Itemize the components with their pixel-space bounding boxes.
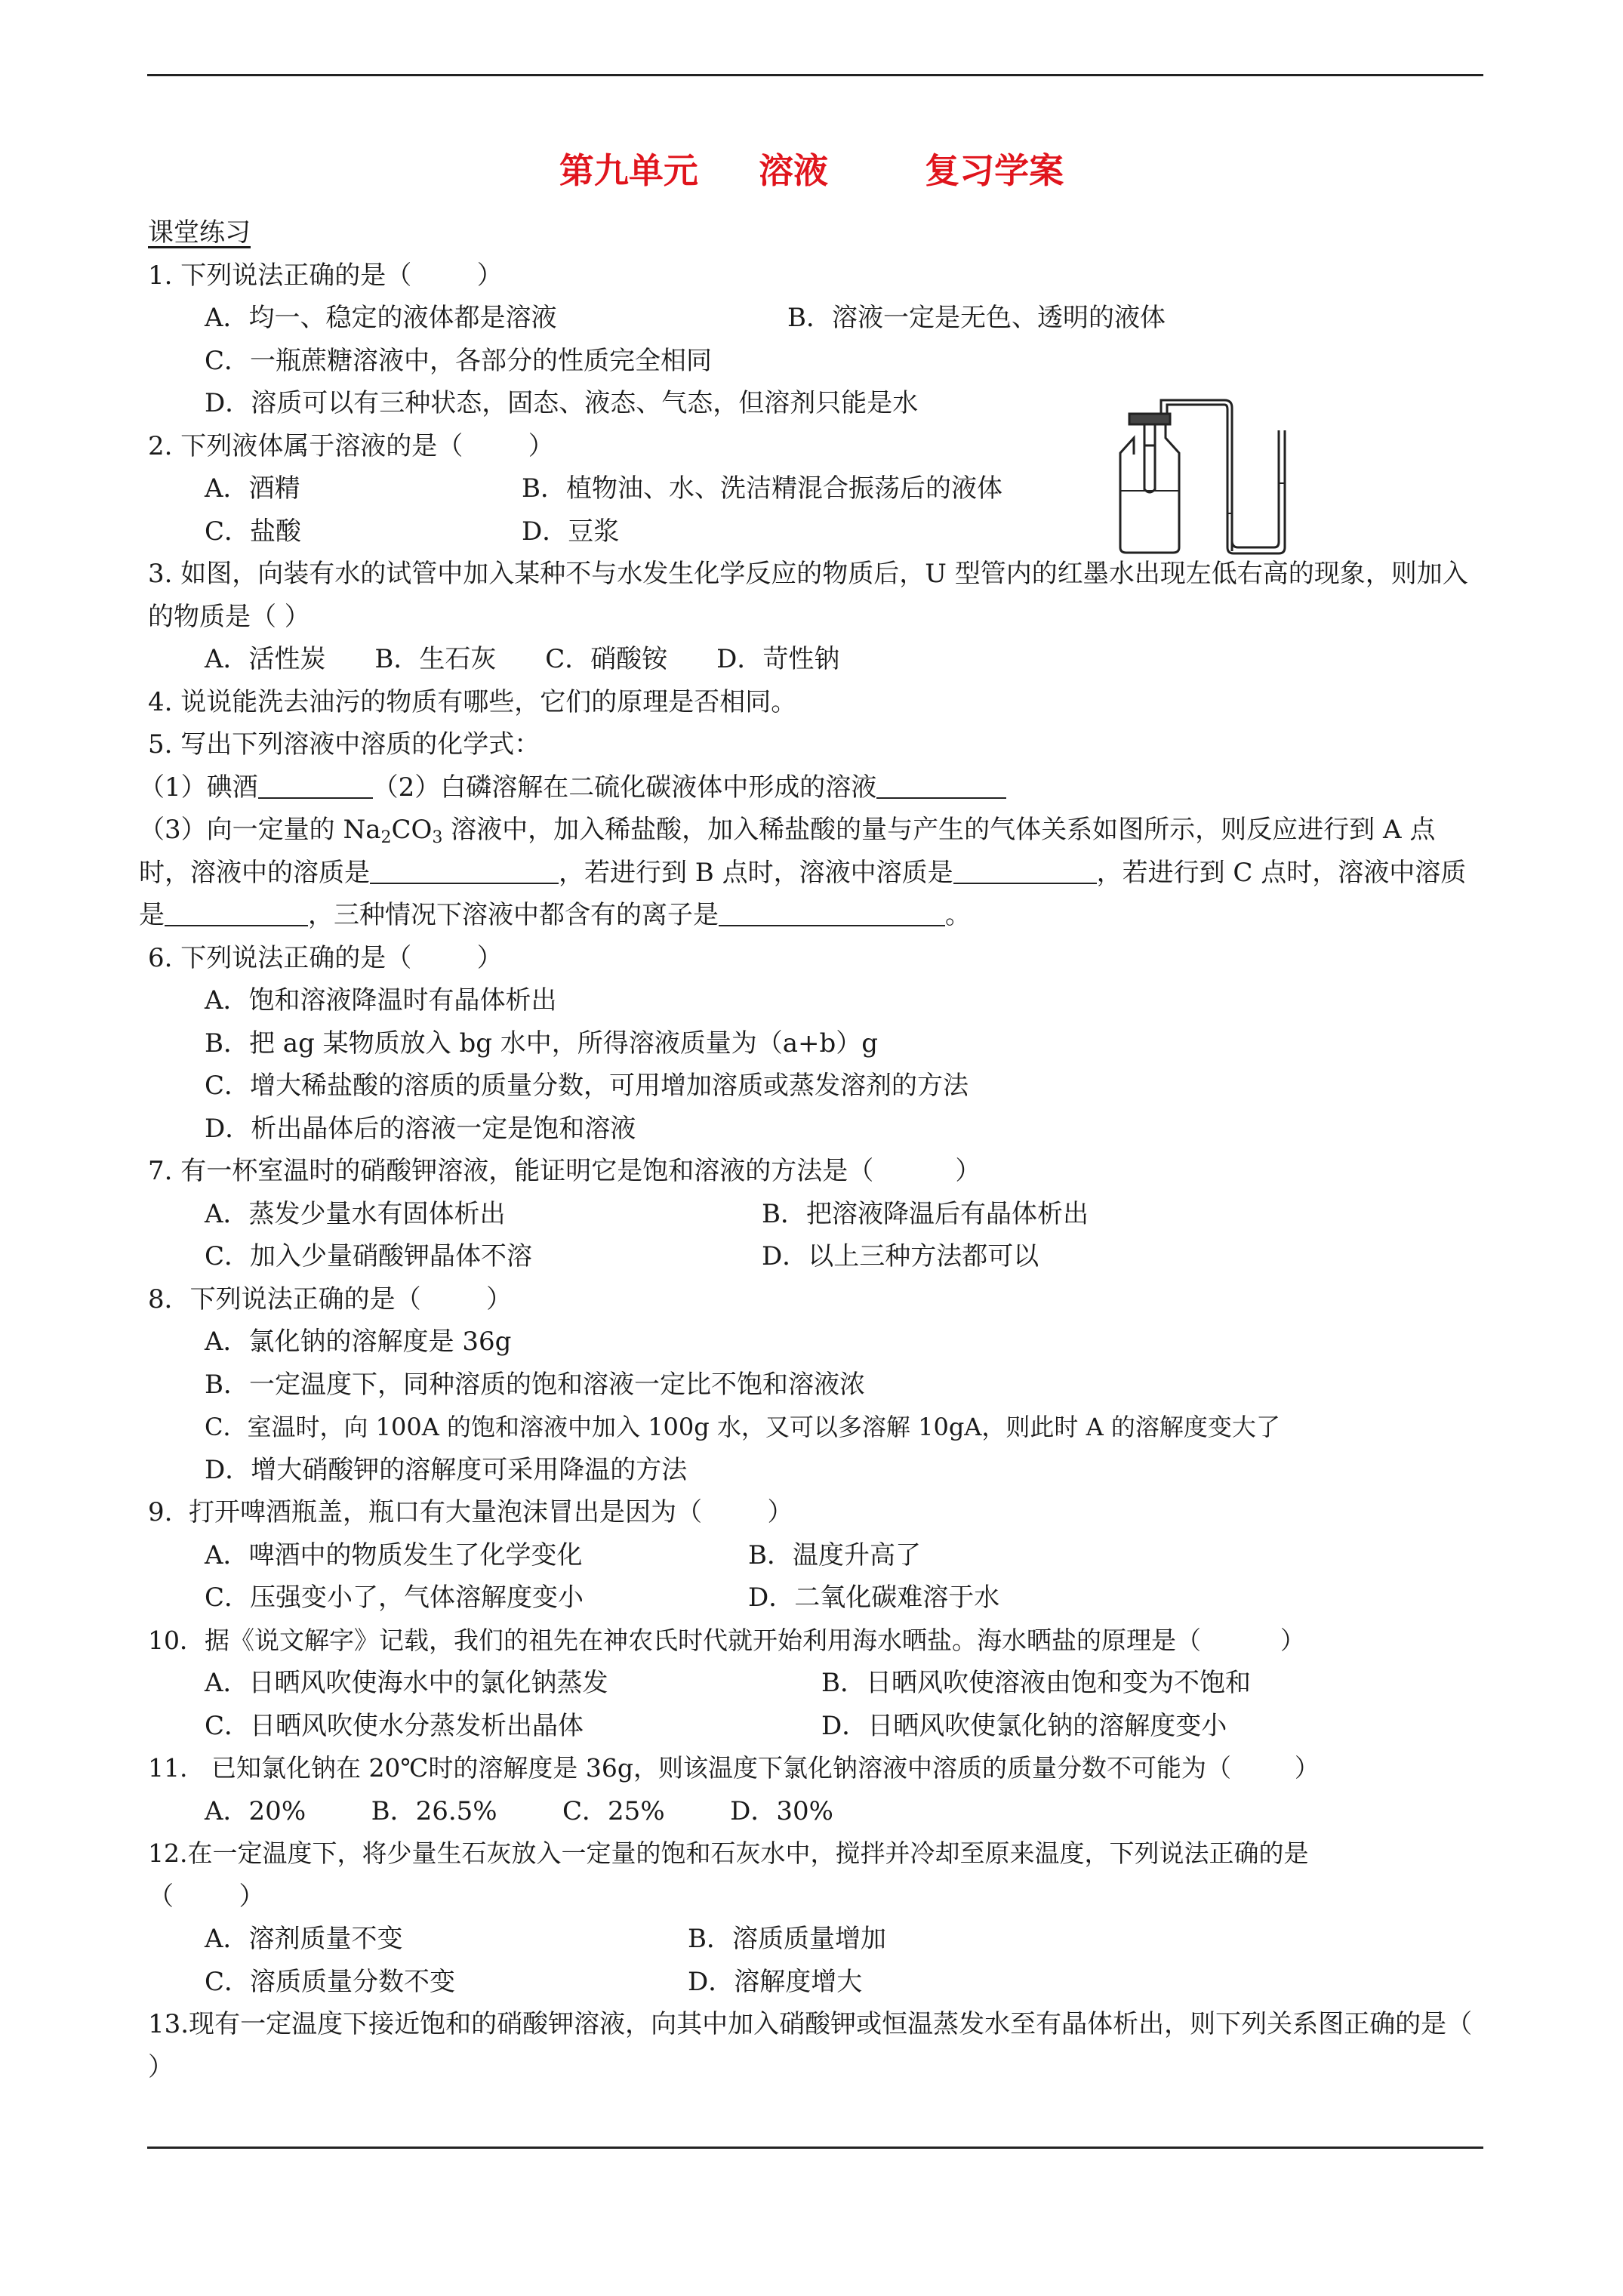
question-7-options-cd <box>148 1235 1486 1278</box>
question-5-part-1-2: （1）碘酒 （2）白磷溶解在二硫化碳液体中形成的溶液 <box>148 766 1486 809</box>
question-5-part-3: （3）向一定量的 $Na_2CO_3$ 溶液中，加入稀盐酸，加入稀盐酸的量与产生的气体关系如图所示，则反应进行到 A 点时，溶液中的溶质是 ，若进行到 B 点时，溶液中溶质是 ，若进行到 C 点时，溶液中溶质是 ，三种情况下溶液中都含有的离子是 。 <box>139 815 1467 930</box>
answer-blank[interactable] <box>258 772 373 799</box>
question-9-options-ab <box>148 1534 1486 1577</box>
answer-blank[interactable] <box>876 772 1006 799</box>
option-a: A．氯化钠的溶解度是 36g <box>205 1327 512 1357</box>
question-1-stem: 1. 下列说法正确的是（ ） <box>148 260 503 291</box>
answer-blank[interactable] <box>165 899 308 926</box>
option-d: D．二氧化碳难溶于水 <box>748 1583 1000 1613</box>
option-b: B．把溶液降温后有晶体析出 <box>762 1198 1089 1229</box>
question-3-stem: 3. 如图，向装有水的试管中加入某种不与水发生化学反应的物质后，U 型管内的红墨水出现左低右高的现象，则加入的物质是（ ） <box>148 559 1468 632</box>
footer-rule <box>147 2147 1483 2149</box>
header-rule <box>147 74 1483 76</box>
question-1-options-ab <box>148 297 1486 340</box>
option-c: C．增大稀盐酸的溶质的质量分数，可用增加溶质或蒸发溶剂的方法 <box>205 1071 969 1101</box>
option-c: C．日晒风吹使水分蒸发析出晶体 <box>205 1710 584 1741</box>
question-6-stem: 6. 下列说法正确的是（ ） <box>148 942 503 973</box>
question-10-options-ab <box>148 1662 1486 1705</box>
option-b: B．把 ag 某物质放入 bg 水中，所得溶液质量为（a+b）g <box>205 1028 879 1059</box>
option-a: A．啤酒中的物质发生了化学变化 <box>205 1539 583 1570</box>
question-11-stem: 11. 已知氯化钠在 20℃时的溶解度是 36g，则该温度下氯化钠溶液中溶质的质量分数不可能为（ ） <box>148 1753 1320 1783</box>
question-3-options: A．活性炭 B．生石灰 C．硝酸铵 D．苛性钠 <box>205 644 840 674</box>
option-d: D．日晒风吹使氯化钠的溶解度变小 <box>821 1710 1227 1741</box>
question-12-options-ab <box>148 1918 1486 1961</box>
question-9-options-cd <box>148 1576 1486 1620</box>
question-9-stem: 9. 打开啤酒瓶盖，瓶口有大量泡沫冒出是因为（ ） <box>148 1497 793 1527</box>
page-title: 第九单元 溶液 复习学案 <box>559 150 1064 191</box>
answer-blank[interactable] <box>719 899 945 926</box>
option-c: C．溶质质量分数不变 <box>205 1966 456 1997</box>
question-4-stem: 4. 说说能洗去油污的物质有哪些，它们的原理是否相同。 <box>148 686 797 717</box>
option-a: A．蒸发少量水有固体析出 <box>205 1198 506 1229</box>
option-c: C．压强变小了，气体溶解度变小 <box>205 1583 584 1613</box>
question-12-stem: 12.在一定温度下，将少量生石灰放入一定量的饱和石灰水中，搅拌并冷却至原来温度，下列说法正确的是 <box>148 1838 1309 1868</box>
option-b: B．溶液一定是无色、透明的液体 <box>787 303 1166 333</box>
question-7-stem: 7. 有一杯室温时的硝酸钾溶液，能证明它是饱和溶液的方法是（ ） <box>148 1156 981 1186</box>
section-heading: 课堂练习 <box>148 217 251 248</box>
answer-blank[interactable] <box>953 857 1097 884</box>
u-tube-apparatus-figure <box>1104 393 1289 555</box>
option-c: C．盐酸 <box>205 516 302 547</box>
question-10-options-cd <box>148 1705 1486 1748</box>
option-b: B．温度升高了 <box>748 1539 921 1570</box>
option-d: D．以上三种方法都可以 <box>762 1241 1039 1271</box>
option-d: D．增大硝酸钾的溶解度可采用降温的方法 <box>205 1454 688 1485</box>
option-a: A．饱和溶液降温时有晶体析出 <box>205 985 557 1015</box>
option-d: D．溶质可以有三种状态，固态、液态、气态，但溶剂只能是水 <box>205 388 919 418</box>
question-10-stem: 10．据《说文解字》记载，我们的祖先在神农氏时代就开始利用海水晒盐。海水晒盐的原理是（ ） <box>148 1625 1305 1655</box>
option-c: C．室温时，向 100A 的饱和溶液中加入 100g 水，又可以多溶解 10gA，则此时 A 的溶解度变大了 <box>205 1413 1280 1441</box>
question-13-stem: 13.现有一定温度下接近饱和的硝酸钾溶液，向其中加入硝酸钾或恒温蒸发水至有晶体析出，则下列关系图正确的是（ ） <box>148 2009 1473 2082</box>
option-a: A．日晒风吹使海水中的氯化钠蒸发 <box>205 1668 608 1698</box>
question-5-stem: 5. 写出下列溶液中溶质的化学式： <box>148 729 540 760</box>
option-a: A．均一、稳定的液体都是溶液 <box>205 303 557 333</box>
question-12-answer-paren: （ ） <box>148 1881 265 1912</box>
option-a: A．溶剂质量不变 <box>205 1924 403 1954</box>
option-c: C．一瓶蔗糖溶液中，各部分的性质完全相同 <box>205 345 713 376</box>
question-12-options-cd <box>148 1961 1486 2004</box>
option-d: D．溶解度增大 <box>688 1966 863 1997</box>
question-7-options-ab <box>148 1193 1486 1236</box>
option-b: B．日晒风吹使溶液由饱和变为不饱和 <box>821 1668 1251 1698</box>
option-d: D．豆浆 <box>522 516 620 547</box>
question-11-options: A．20% B．26.5% C．25% D．30% <box>205 1795 833 1826</box>
option-b: B．一定温度下，同种溶质的饱和溶液一定比不饱和溶液浓 <box>205 1369 865 1400</box>
answer-blank[interactable] <box>370 857 559 884</box>
option-b: B．植物油、水、洗洁精混合振荡后的液体 <box>522 473 1002 504</box>
option-a: A．酒精 <box>205 473 300 504</box>
question-8-stem: 8．下列说法正确的是（ ） <box>148 1284 513 1314</box>
option-b: B．溶质质量增加 <box>688 1924 886 1954</box>
question-2-stem: 2. 下列液体属于溶液的是（ ） <box>148 430 554 461</box>
option-d: D．析出晶体后的溶液一定是饱和溶液 <box>205 1113 636 1144</box>
option-c: C．加入少量硝酸钾晶体不溶 <box>205 1241 533 1271</box>
